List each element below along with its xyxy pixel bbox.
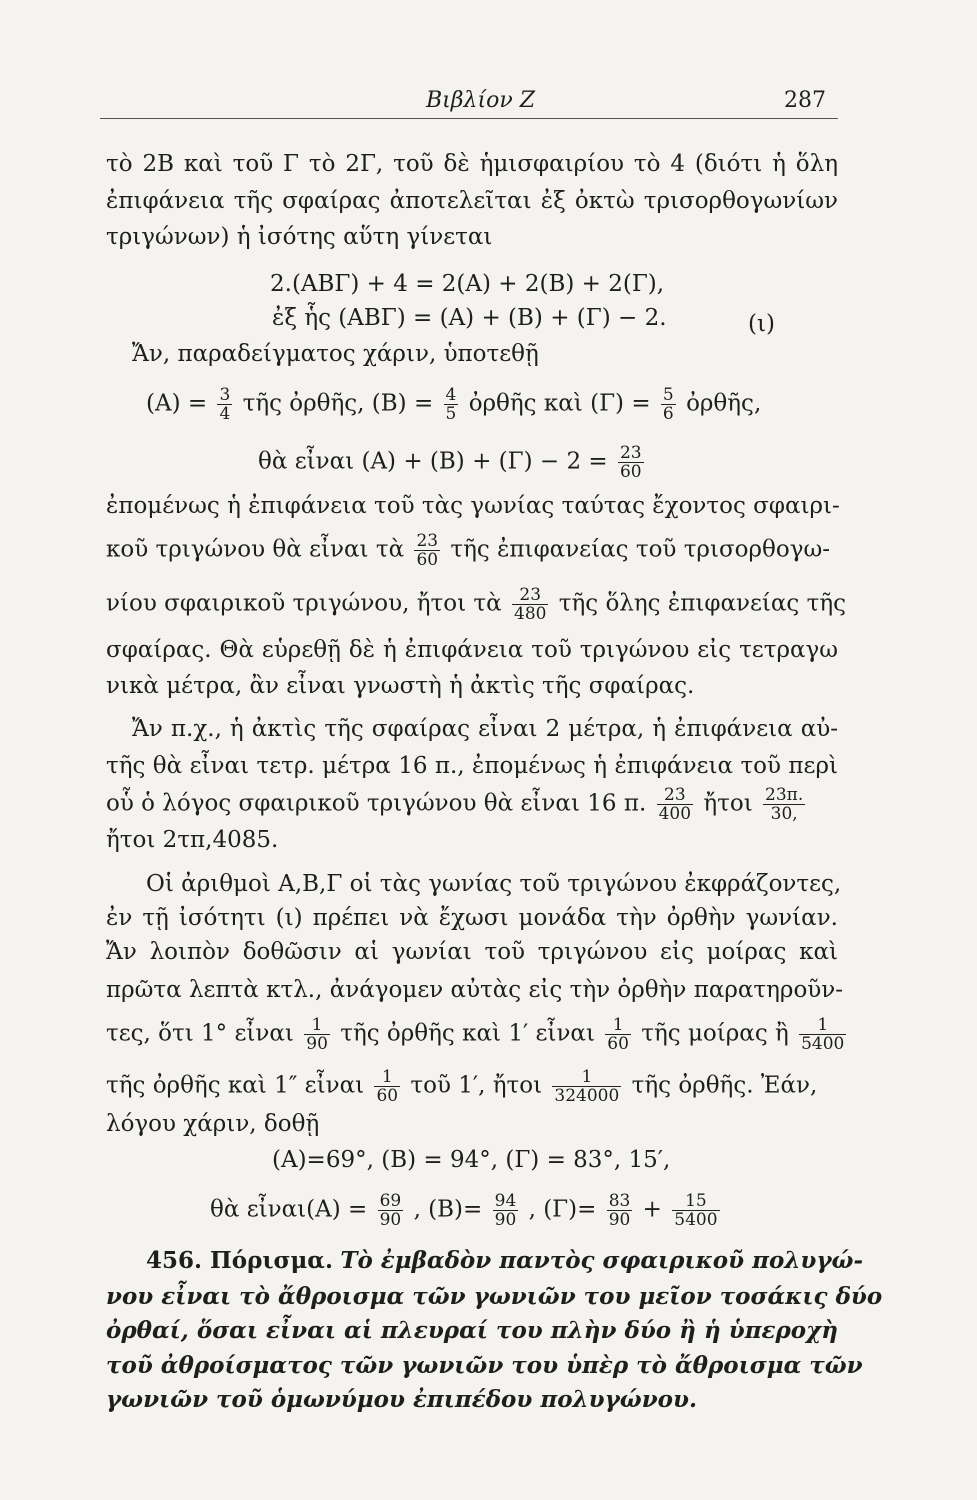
equation-text: , (Β)=: [413, 1196, 483, 1223]
text-line: Ἄν, παραδείγματος χάριν, ὑποτεθῇ: [132, 341, 539, 367]
corollary-text: Τὸ ἐμβαδὸν παντὸς σφαιρικοῦ πολυγώ-: [340, 1247, 864, 1274]
denominator: 6: [662, 404, 674, 424]
text-line: [106, 532, 830, 569]
equation: [210, 1192, 723, 1229]
denominator: 5: [445, 404, 457, 424]
fraction: [378, 1192, 404, 1229]
text-line: ἐν τῇ ἰσότητι (ι) πρέπει νὰ ἔχωσι μονάδα τὴν ὀρθὴν γωνίαν.: [106, 905, 838, 931]
text-line: ἐπομένως ἡ ἐπιφάνεια τοῦ τὰς γωνίας ταύτας ἔχοντος σφαιρι-: [106, 493, 840, 519]
text-line: τριγώνων) ἡ ἰσότης αὕτη γίνεται: [106, 224, 493, 250]
fraction: [217, 386, 232, 423]
text-span: τῆς ὀρθῆς καὶ 1′ εἶναι: [340, 1020, 595, 1047]
denominator: 90: [306, 1034, 328, 1054]
equation-text: τῆς ὀρθῆς, (Β) =: [242, 390, 434, 417]
text-span: τῆς ἐπιφανείας τοῦ τρισορθογω-: [450, 536, 831, 563]
text-span: τῆς μοίρας ἢ: [641, 1020, 789, 1047]
page-number: 287: [784, 88, 826, 113]
denominator: 60: [607, 1034, 629, 1054]
text-line: ἐπιφάνεια τῆς σφαίρας ἀποτελεῖται ἐξ ὀκτὼ τρισορθογωνίων: [106, 188, 838, 214]
text-line: νικὰ μέτρα, ἂν εἶναι γνωστὴ ἡ ἀκτὶς τῆς σφαίρας.: [106, 673, 695, 699]
fraction: [552, 1068, 621, 1105]
equation-text: +: [642, 1196, 662, 1223]
denominator: 400: [658, 804, 692, 824]
running-header-title: Βιβλίον Ζ: [426, 88, 535, 113]
header-rule: [100, 118, 838, 119]
text-span: τοῦ 1′, ἤτοι: [410, 1072, 543, 1099]
numerator: 3: [219, 385, 231, 405]
corollary-line: [146, 1247, 864, 1275]
text-line: πρῶτα λεπτὰ κτλ., ἀνάγομεν αὐτὰς εἰς τὴν ὀρθὴν παρατηροῦν-: [106, 977, 844, 1003]
numerator: 1: [374, 1068, 400, 1087]
numerator: 23: [619, 443, 642, 463]
text-line: σφαίρας. Θὰ εὑρεθῇ δὲ ἡ ἐπιφάνεια τοῦ τριγώνου εἰς τετραγω: [106, 637, 838, 663]
fraction: [444, 386, 459, 423]
denominator: 60: [416, 550, 439, 570]
equation: [146, 386, 761, 423]
numerator: 1: [799, 1016, 846, 1035]
numerator: 23: [416, 531, 439, 551]
denominator: 480: [514, 604, 547, 624]
numerator: 69: [379, 1191, 402, 1211]
text-line: τὸ 2Β καὶ τοῦ Γ τὸ 2Γ, τοῦ δὲ ἡμισφαιρίου τὸ 4 (διότι ἡ ὅλη: [106, 151, 838, 177]
text-line: [106, 786, 808, 823]
numerator: 4: [445, 385, 457, 405]
denominator: 60: [619, 462, 642, 482]
text-span: τες, ὅτι 1° εἶναι: [106, 1020, 294, 1047]
text-line: Οἱ ἀριθμοὶ Α,Β,Γ οἱ τὰς γωνίας τοῦ τριγώνου ἐκφράζοντες,: [146, 871, 842, 897]
fraction: [661, 386, 676, 423]
numerator: 23: [512, 586, 548, 605]
denominator: 90: [379, 1210, 402, 1230]
denominator: 90: [608, 1210, 631, 1230]
equation-tag: (ι): [748, 311, 775, 337]
denominator: 5400: [674, 1210, 718, 1230]
text-span: τῆς ὅλης ἐπιφανείας τῆς: [558, 590, 846, 617]
equation-text: , (Γ)=: [528, 1196, 597, 1223]
fraction: [493, 1192, 519, 1229]
fraction: [605, 1016, 631, 1053]
fraction: [618, 444, 644, 481]
text-span: τῆς ὀρθῆς. Ἐάν,: [631, 1072, 818, 1099]
text-line: λόγου χάριν, δοθῇ: [106, 1111, 320, 1137]
corollary-line: νου εἶναι τὸ ἄθροισμα τῶν γωνιῶν του μεῖον τοσάκις δύο: [106, 1283, 883, 1310]
fraction: [512, 586, 548, 623]
text-span: νίου σφαιρικοῦ τριγώνου, ἤτοι τὰ: [106, 590, 502, 617]
denominator: 4: [219, 404, 231, 424]
equation-text: θὰ εἶναι(Α) =: [210, 1196, 368, 1223]
text-span: ἤτοι: [703, 790, 753, 817]
fraction: [799, 1016, 846, 1053]
numerator: 1: [552, 1068, 621, 1087]
text-line: Ἄν π.χ., ἡ ἀκτὶς τῆς σφαίρας εἶναι 2 μέτρα, ἡ ἐπιφάνεια αὐ-: [132, 716, 838, 742]
denominator: 60: [376, 1086, 399, 1106]
numerator: 5: [662, 385, 674, 405]
equation: [258, 444, 647, 481]
corollary-line: τοῦ ἀθροίσματος τῶν γωνιῶν του ὑπὲρ τὸ ἄθροισμα τῶν: [106, 1352, 863, 1379]
numerator: 1: [304, 1016, 330, 1035]
equation-text: ὀρθῆς,: [686, 390, 762, 417]
fraction: [414, 532, 440, 569]
text-line: Ἄν λοιπὸν δοθῶσιν αἱ γωνίαι τοῦ τριγώνου εἰς μοίρας καὶ: [106, 939, 838, 965]
equation-text: θὰ εἶναι (Α) + (Β) + (Γ) − 2 =: [258, 448, 608, 475]
text-line: [106, 586, 846, 623]
fraction: [304, 1016, 330, 1053]
denominator: 90: [494, 1210, 517, 1230]
numerator: 23: [657, 786, 693, 805]
numerator: 83: [608, 1191, 631, 1211]
text-span: κοῦ τριγώνου θὰ εἶναι τὰ: [106, 536, 405, 563]
text-line: [106, 1016, 849, 1053]
fraction: [672, 1192, 719, 1229]
fraction: [374, 1068, 400, 1105]
denominator: 30,: [770, 804, 798, 824]
corollary-line: γωνιῶν τοῦ ὁμωνύμου ἐπιπέδου πολυγώνου.: [106, 1386, 697, 1413]
text-line: τῆς θὰ εἶναι τετρ. μέτρα 16 π., ἐπομένως ἡ ἐπιφάνεια τοῦ περὶ: [106, 753, 838, 779]
text-line: [106, 1068, 817, 1105]
numerator: 23π.: [765, 785, 804, 805]
corollary-line: ὀρθαί, ὅσαι εἶναι αἱ πλευραί του πλὴν δύο ἢ ἡ ὑπεροχὴ: [106, 1317, 838, 1344]
denominator: 324000: [554, 1086, 620, 1106]
numerator: 94: [494, 1191, 517, 1211]
fraction: [657, 786, 693, 823]
equation: 2.(ΑΒΓ) + 4 = 2(Α) + 2(Β) + 2(Γ),: [270, 271, 665, 297]
text-span: οὗ ὁ λόγος σφαιρικοῦ τριγώνου θὰ εἶναι 16 π.: [106, 790, 647, 817]
equation-text: (Α) =: [146, 390, 208, 417]
equation: ἐξ ἧς (ΑΒΓ) = (Α) + (Β) + (Γ) − 2.: [272, 305, 667, 331]
fraction: [607, 1192, 633, 1229]
denominator: 5400: [801, 1034, 845, 1054]
corollary-number: 456. Πόρισμα.: [146, 1247, 334, 1274]
equation-text: ὀρθῆς καὶ (Γ) =: [468, 390, 651, 417]
text-line: ἤτοι 2τπ,4085.: [106, 827, 279, 853]
numerator: 1: [605, 1016, 631, 1035]
text-span: τῆς ὀρθῆς καὶ 1″ εἶναι: [106, 1072, 365, 1099]
numerator: 15: [672, 1192, 719, 1211]
equation: (Α)=69°, (Β) = 94°, (Γ) = 83°, 15′,: [272, 1147, 671, 1173]
fraction: [763, 786, 805, 823]
